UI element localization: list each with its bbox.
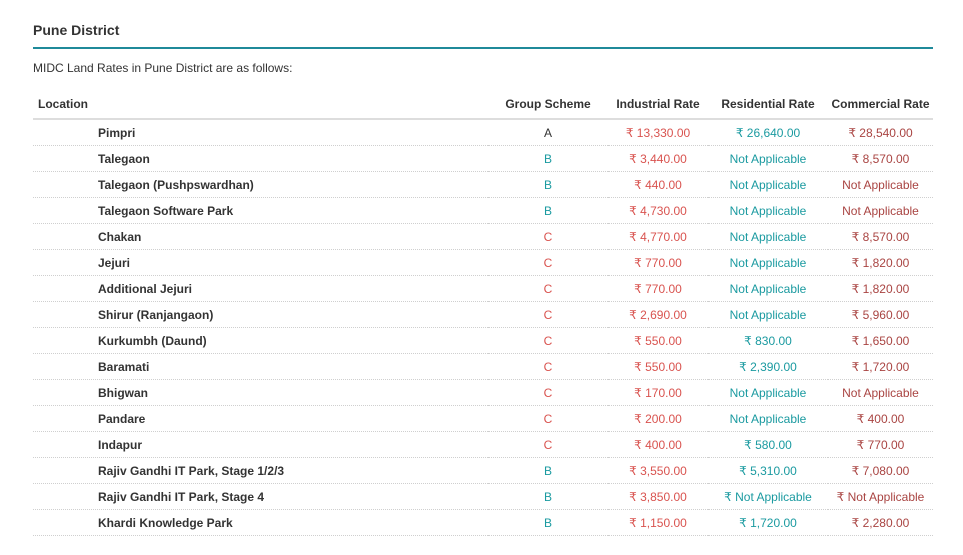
residential-rate-cell: ₹ 830.00 [708,328,828,354]
group-scheme-cell: B [488,510,608,536]
residential-rate-cell: Not Applicable [708,146,828,172]
industrial-rate-cell: ₹ 550.00 [608,354,708,380]
residential-rate-cell: ₹ 26,640.00 [708,119,828,146]
location-cell: Bhigwan [33,380,488,406]
group-scheme-cell: A [488,119,608,146]
commercial-rate-cell: ₹ 28,540.00 [828,119,933,146]
industrial-rate-cell: ₹ 13,330.00 [608,119,708,146]
location-cell: Khardi Knowledge Park [33,510,488,536]
commercial-rate-cell: ₹ 8,570.00 [828,224,933,250]
group-scheme-cell: C [488,302,608,328]
header-industrial-rate: Industrial Rate [608,90,708,119]
commercial-rate-cell: ₹ 8,570.00 [828,146,933,172]
industrial-rate-cell: ₹ 550.00 [608,328,708,354]
location-cell: Rajiv Gandhi IT Park, Stage 4 [33,484,488,510]
commercial-rate-cell: ₹ 5,960.00 [828,302,933,328]
table-row [33,172,933,198]
table-row [33,380,933,406]
commercial-rate-cell: Not Applicable [828,198,933,224]
industrial-rate-cell: ₹ 400.00 [608,432,708,458]
group-scheme-cell: B [488,172,608,198]
commercial-rate-cell: ₹ 1,720.00 [828,354,933,380]
table-row [33,510,933,536]
industrial-rate-cell: ₹ 4,730.00 [608,198,708,224]
location-cell: Talegaon (Pushpswardhan) [33,172,488,198]
table-row [33,406,933,432]
residential-rate-cell: Not Applicable [708,406,828,432]
location-cell: Jejuri [33,250,488,276]
table-row [33,458,933,484]
table-row [33,146,933,172]
location-cell: Kurkumbh (Daund) [33,328,488,354]
residential-rate-cell: Not Applicable [708,302,828,328]
residential-rate-cell: ₹ 2,390.00 [708,354,828,380]
commercial-rate-cell: ₹ 400.00 [828,406,933,432]
industrial-rate-cell: ₹ 4,770.00 [608,224,708,250]
commercial-rate-cell: ₹ 770.00 [828,432,933,458]
group-scheme-cell: B [488,484,608,510]
residential-rate-cell: Not Applicable [708,380,828,406]
section-heading: Pune District [33,0,933,49]
group-scheme-cell: C [488,250,608,276]
industrial-rate-cell: ₹ 170.00 [608,380,708,406]
location-cell: Indapur [33,432,488,458]
industrial-rate-cell: ₹ 3,550.00 [608,458,708,484]
location-cell: Rajiv Gandhi IT Park, Stage 1/2/3 [33,458,488,484]
table-row [33,250,933,276]
table-body [33,119,933,536]
commercial-rate-cell: ₹ 1,820.00 [828,250,933,276]
header-location: Location [33,90,488,119]
group-scheme-cell: C [488,224,608,250]
residential-rate-cell: Not Applicable [708,198,828,224]
industrial-rate-cell: ₹ 3,850.00 [608,484,708,510]
commercial-rate-cell: ₹ Not Applicable [828,484,933,510]
group-scheme-cell: C [488,354,608,380]
commercial-rate-cell: ₹ 1,650.00 [828,328,933,354]
residential-rate-cell: ₹ 5,310.00 [708,458,828,484]
table-row [33,224,933,250]
industrial-rate-cell: ₹ 440.00 [608,172,708,198]
header-row [33,90,933,119]
residential-rate-cell: ₹ 580.00 [708,432,828,458]
location-cell: Additional Jejuri [33,276,488,302]
table-row [33,302,933,328]
land-rates-table [33,90,933,536]
header-residential-rate: Residential Rate [708,90,828,119]
residential-rate-cell: Not Applicable [708,224,828,250]
location-cell: Baramati [33,354,488,380]
header-group-scheme: Group Scheme [488,90,608,119]
group-scheme-cell: C [488,328,608,354]
industrial-rate-cell: ₹ 770.00 [608,250,708,276]
residential-rate-cell: ₹ Not Applicable [708,484,828,510]
residential-rate-cell: Not Applicable [708,276,828,302]
commercial-rate-cell: Not Applicable [828,380,933,406]
industrial-rate-cell: ₹ 200.00 [608,406,708,432]
commercial-rate-cell: ₹ 1,820.00 [828,276,933,302]
group-scheme-cell: B [488,146,608,172]
table-row [33,484,933,510]
industrial-rate-cell: ₹ 770.00 [608,276,708,302]
content-area [33,0,933,536]
location-cell: Chakan [33,224,488,250]
table-row [33,276,933,302]
table-row [33,328,933,354]
location-cell: Pandare [33,406,488,432]
table-row [33,432,933,458]
industrial-rate-cell: ₹ 3,440.00 [608,146,708,172]
table-row [33,198,933,224]
residential-rate-cell: Not Applicable [708,172,828,198]
commercial-rate-cell: ₹ 2,280.00 [828,510,933,536]
intro-text: MIDC Land Rates in Pune District are as follows: [33,61,293,75]
commercial-rate-cell: ₹ 7,080.00 [828,458,933,484]
table-row [33,119,933,146]
location-cell: Talegaon [33,146,488,172]
industrial-rate-cell: ₹ 2,690.00 [608,302,708,328]
commercial-rate-cell: Not Applicable [828,172,933,198]
location-cell: Shirur (Ranjangaon) [33,302,488,328]
group-scheme-cell: B [488,458,608,484]
header-commercial-rate: Commercial Rate [828,90,933,119]
location-cell: Pimpri [33,119,488,146]
table-row [33,354,933,380]
location-cell: Talegaon Software Park [33,198,488,224]
residential-rate-cell: ₹ 1,720.00 [708,510,828,536]
group-scheme-cell: B [488,198,608,224]
industrial-rate-cell: ₹ 1,150.00 [608,510,708,536]
group-scheme-cell: C [488,406,608,432]
table-header [33,90,933,119]
group-scheme-cell: C [488,432,608,458]
residential-rate-cell: Not Applicable [708,250,828,276]
group-scheme-cell: C [488,276,608,302]
group-scheme-cell: C [488,380,608,406]
